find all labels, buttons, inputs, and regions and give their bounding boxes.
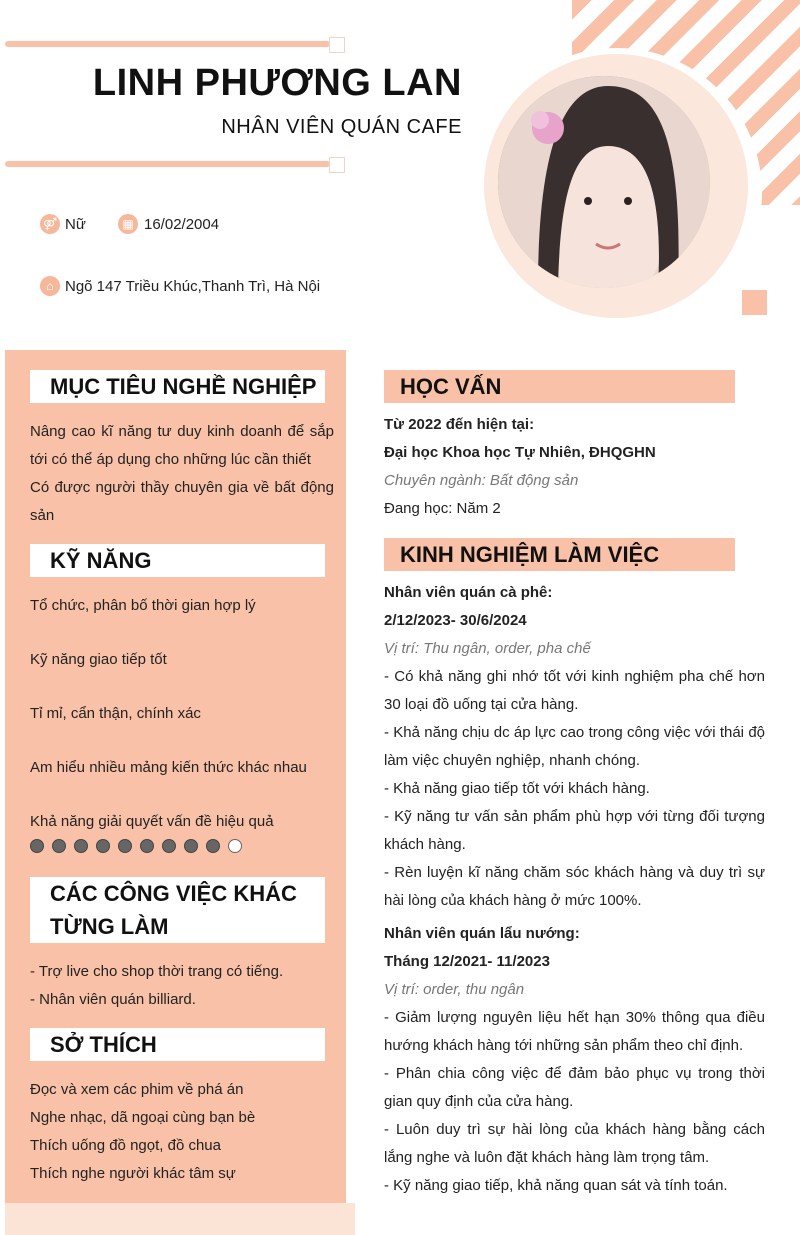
job-bullet: - Khả năng chịu dc áp lực cao trong công việc với thái độ làm việc chuyên nghiệp, nhanh chóng.: [384, 724, 765, 769]
objective-line: Có được người thầy chuyên gia về bất động sản: [30, 479, 334, 524]
rating-dot-filled: [162, 839, 176, 853]
gender-icon: ⚤: [40, 214, 60, 234]
skill-item: Khả năng giải quyết vấn đề hiệu quả: [30, 813, 274, 830]
hobby-item: Thích nghe người khác tâm sự: [30, 1165, 236, 1182]
skill-item: Tỉ mỉ, cẩn thận, chính xác: [30, 705, 201, 722]
rating-dot-filled: [52, 839, 66, 853]
other-job-item: - Trợ live cho shop thời trang có tiếng.: [30, 963, 284, 980]
rating-dot-filled: [140, 839, 154, 853]
job-block-1: [384, 579, 765, 915]
job-bullet: - Giảm lượng nguyên liệu hết hạn 30% thông qua điều hướng khách hàng tới những sản phẩm theo chỉ định.: [384, 1009, 765, 1054]
objective-text: [30, 418, 334, 530]
candidate-role: NHÂN VIÊN QUÁN CAFE: [221, 116, 462, 138]
rating-dot-filled: [74, 839, 88, 853]
skill-rating: [30, 839, 242, 853]
job-period: Tháng 12/2021- 11/2023: [384, 953, 550, 970]
header-line-bottom: [5, 161, 330, 167]
other-jobs-list: [30, 958, 334, 1014]
hobby-item: Nghe nhạc, dã ngoại cùng bạn bè: [30, 1109, 256, 1126]
experience-heading: KINH NGHIỆM LÀM VIỆC: [384, 538, 735, 571]
skill-item: Tổ chức, phân bố thời gian hợp lý: [30, 597, 256, 614]
candidate-name: LINH PHƯƠNG LAN: [92, 62, 462, 104]
education-period: Từ 2022 đến hiện tại:: [384, 416, 535, 433]
header-line-bottom-cap: [329, 157, 345, 173]
education-school: Đại học Khoa học Tự Nhiên, ĐHQGHN: [384, 444, 656, 461]
other-jobs-heading-line: TỪNG LÀM: [50, 914, 169, 939]
home-icon: ⌂: [40, 276, 60, 296]
job-block-2: [384, 920, 765, 1200]
address-value: Ngõ 147 Triều Khúc,Thanh Trì, Hà Nội: [65, 278, 321, 295]
rating-dot-filled: [184, 839, 198, 853]
hobbies-heading: SỞ THÍCH: [30, 1028, 325, 1061]
dob-value: 16/02/2004: [144, 216, 220, 233]
calendar-icon: ▦: [118, 214, 138, 234]
job-position: Vị trí: order, thu ngân: [384, 981, 525, 998]
rating-dot-filled: [206, 839, 220, 853]
job-bullet: - Có khả năng ghi nhớ tốt với kinh nghiệm pha chế hơn 30 loại đồ uống tại cửa hàng.: [384, 668, 765, 713]
gender-value: Nữ: [65, 216, 86, 233]
job-bullet: - Kỹ năng tư vấn sản phẩm phù hợp với từng đối tượng khách hàng.: [384, 808, 765, 853]
hobby-item: Thích uống đồ ngọt, đồ chua: [30, 1137, 221, 1154]
rating-dot-filled: [30, 839, 44, 853]
hobby-item: Đọc và xem các phim về phá án: [30, 1081, 244, 1098]
hobbies-list: [30, 1076, 334, 1188]
education-major: Chuyên ngành: Bất động sản: [384, 472, 579, 489]
skill-item: Kỹ năng giao tiếp tốt: [30, 651, 167, 668]
left-column-footer: [5, 1203, 355, 1235]
job-title: Nhân viên quán lẩu nướng:: [384, 925, 580, 942]
rating-dot-filled: [96, 839, 110, 853]
job-bullet: - Kỹ năng giao tiếp, khả năng quan sát và tính toán.: [384, 1177, 728, 1194]
other-job-item: - Nhân viên quán billiard.: [30, 991, 196, 1008]
objective-heading: MỤC TIÊU NGHỀ NGHIỆP: [30, 370, 325, 403]
education-status: Đang học: Năm 2: [384, 500, 501, 517]
other-jobs-heading: [30, 877, 325, 943]
education-block: [384, 411, 765, 523]
objective-line: Nâng cao kĩ năng tư duy kinh doanh để sắp tới có thể áp dụng cho những lúc cần thiết: [30, 423, 334, 468]
avatar: [498, 76, 710, 288]
job-bullet: - Khả năng giao tiếp tốt với khách hàng.: [384, 780, 650, 797]
other-jobs-heading-line: CÁC CÔNG VIỆC KHÁC: [50, 881, 297, 906]
job-title: Nhân viên quán cà phê:: [384, 584, 553, 601]
job-bullet: - Rèn luyện kĩ năng chăm sóc khách hàng và duy trì sự hài lòng của khách hàng ở mức 100%.: [384, 864, 765, 909]
skill-item: Am hiểu nhiều mảng kiến thức khác nhau: [30, 759, 307, 776]
header-line-top-cap: [329, 37, 345, 53]
job-bullet: - Phân chia công việc để đảm bảo phục vụ trong thời gian quy định của cửa hàng.: [384, 1065, 765, 1110]
job-period: 2/12/2023- 30/6/2024: [384, 612, 527, 629]
education-heading: HỌC VẤN: [384, 370, 735, 403]
rating-dot-empty: [228, 839, 242, 853]
header-line-top: [5, 41, 330, 47]
skills-heading: KỸ NĂNG: [30, 544, 325, 577]
job-bullet: - Luôn duy trì sự hài lòng của khách hàng bằng cách lắng nghe và luôn đặt khách hàng làm trọng tâm.: [384, 1121, 765, 1166]
rating-dot-filled: [118, 839, 132, 853]
job-position: Vị trí: Thu ngân, order, pha chế: [384, 640, 591, 657]
avatar-illustration: [498, 76, 710, 288]
decor-square: [742, 290, 767, 315]
